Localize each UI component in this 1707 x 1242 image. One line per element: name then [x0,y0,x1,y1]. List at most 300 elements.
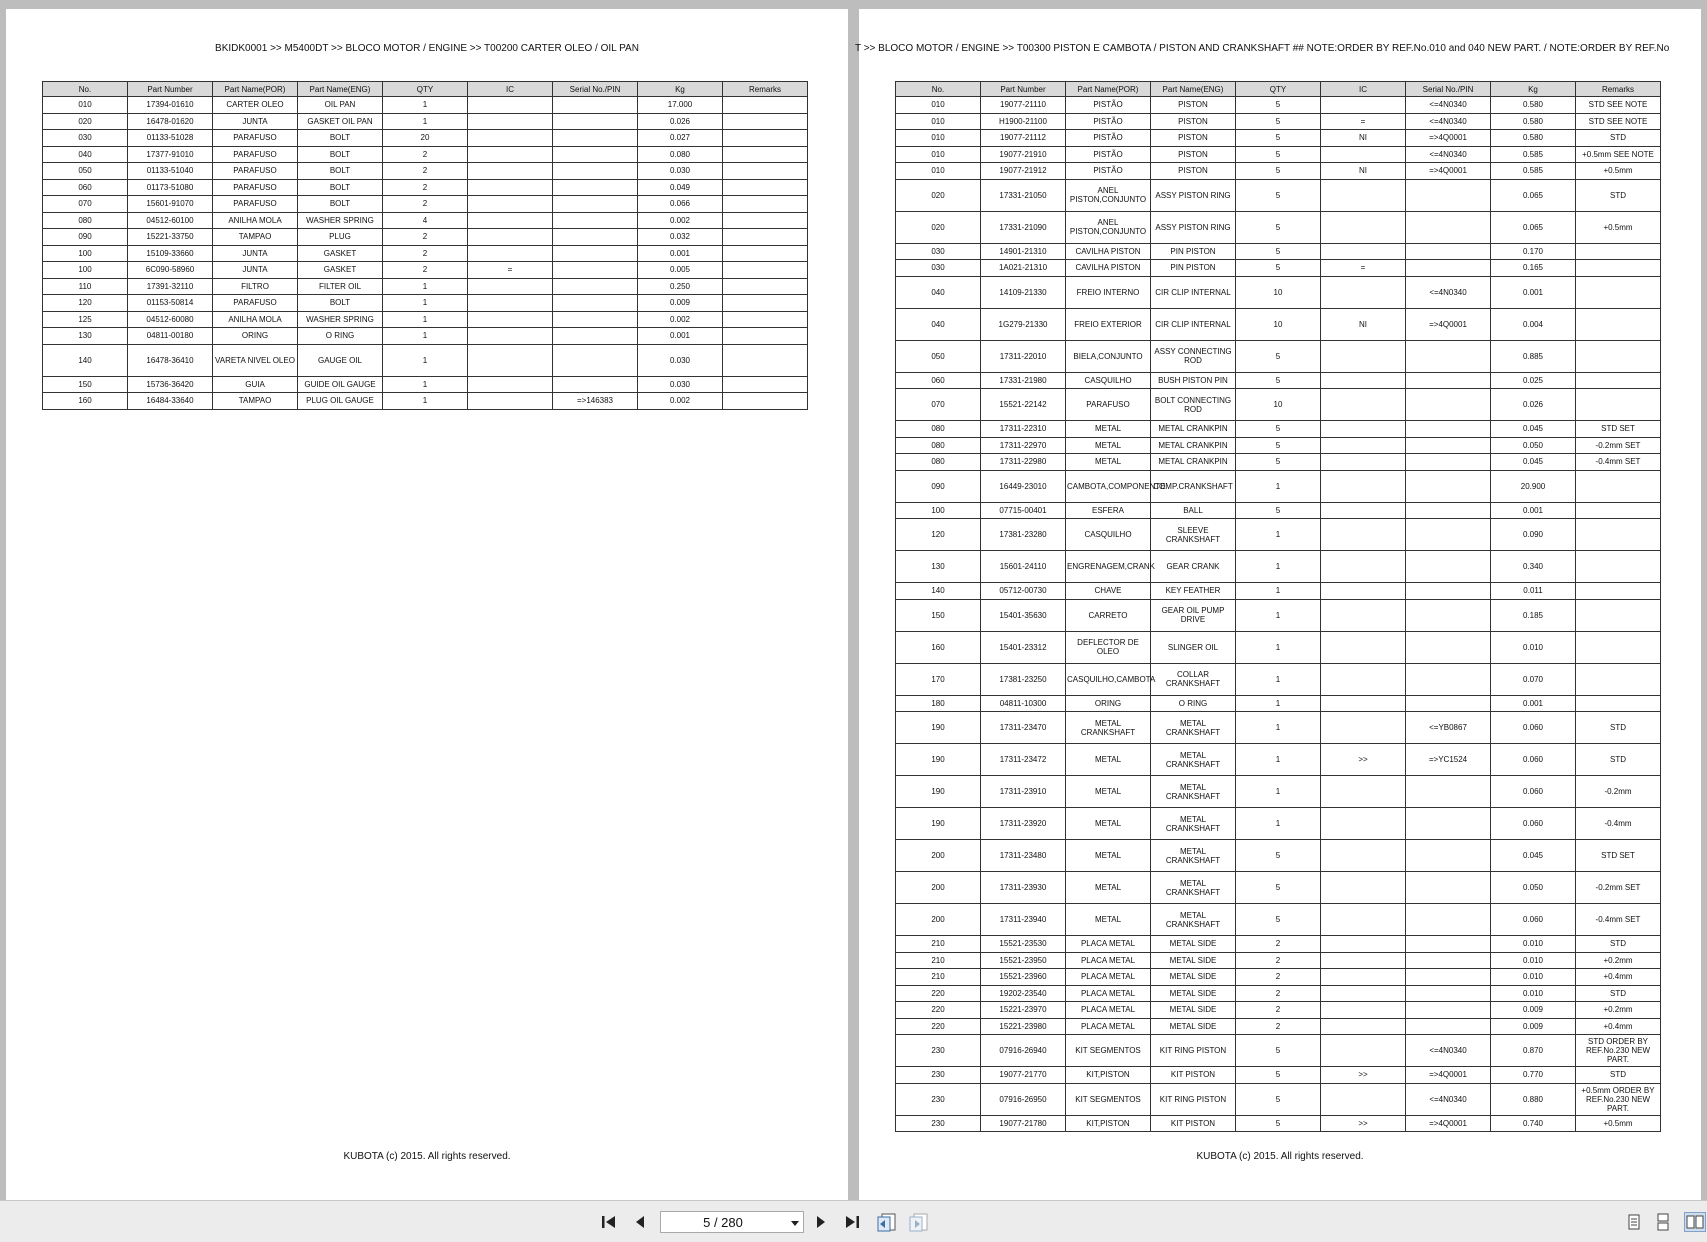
table-cell: PARAFUSO [213,179,298,196]
table-cell: 17394-01610 [128,97,213,114]
table-cell: TAMPAO [213,229,298,246]
table-cell: STD SET [1576,421,1661,438]
table-cell: 17331-21090 [981,211,1066,243]
table-cell: 5 [1236,113,1321,130]
table-cell: 0.066 [638,196,723,213]
table-cell: METAL SIDE [1151,952,1236,969]
table-cell: CASQUILHO [1066,519,1151,551]
table-cell: CHAVE [1066,583,1151,600]
column-header: IC [468,82,553,97]
table-row [896,695,1661,712]
table-cell: 180 [896,695,981,712]
table-cell: 1G279-21330 [981,308,1066,340]
table-cell: ASSY PISTON RING [1151,211,1236,243]
table-cell: 0.010 [1491,952,1576,969]
table-cell [553,376,638,393]
table-cell [1406,583,1491,600]
table-cell: 5 [1236,872,1321,904]
table-cell [1406,952,1491,969]
table-cell [1576,663,1661,695]
table-cell: BIELA,CONJUNTO [1066,340,1151,372]
table-cell: 0.880 [1491,1083,1576,1115]
table-cell: 0.250 [638,278,723,295]
table-row [896,502,1661,519]
table-cell [723,146,808,163]
table-cell: 1 [1236,663,1321,695]
table-cell [1321,211,1406,243]
table-row [896,437,1661,454]
table-row [896,631,1661,663]
table-cell: STD ORDER BY REF.No.230 NEW PART. [1576,1035,1661,1067]
table-cell: 17391-32110 [128,278,213,295]
table-cell [553,113,638,130]
chevron-down-icon[interactable] [790,1219,800,1227]
table-cell [1406,936,1491,953]
column-header: IC [1321,82,1406,97]
table-cell: 17377-91010 [128,146,213,163]
page-number-field[interactable] [660,1211,804,1233]
next-page-icon[interactable] [812,1213,830,1231]
table-cell: 1 [1236,712,1321,744]
table-cell: 2 [383,146,468,163]
first-page-icon[interactable] [600,1213,618,1231]
table-cell: >> [1321,1115,1406,1132]
table-cell: +0.5mm SEE NOTE [1576,146,1661,163]
table-cell: 0.060 [1491,808,1576,840]
table-cell: =>146383 [553,393,638,410]
table-cell: 14109-21330 [981,276,1066,308]
table-cell: 17311-23470 [981,712,1066,744]
table-cell: 050 [43,163,128,180]
table-cell: JUNTA [213,113,298,130]
table-cell: 0.060 [1491,904,1576,936]
table-cell [1321,340,1406,372]
table-cell: BOLT [298,130,383,147]
table-cell: 0.770 [1491,1067,1576,1084]
table-row [896,744,1661,776]
table-cell [1576,519,1661,551]
table-cell [1321,952,1406,969]
table-cell: PLACA METAL [1066,1018,1151,1035]
table-cell: 170 [896,663,981,695]
table-cell: <=4N0340 [1406,97,1491,114]
table-cell: O RING [1151,695,1236,712]
table-cell: CAVILHA PISTON [1066,260,1151,277]
table-cell: METAL CRANKPIN [1151,454,1236,471]
table-cell: 5 [1236,421,1321,438]
table-cell: 120 [43,295,128,312]
table-cell [553,344,638,376]
table-cell: 16478-36410 [128,344,213,376]
table-cell: 04811-10300 [981,695,1066,712]
table-cell: 230 [896,1035,981,1067]
table-cell [468,328,553,345]
table-cell: +0.2mm [1576,952,1661,969]
table-cell [1406,776,1491,808]
table-cell: 0.002 [638,311,723,328]
table-cell: 0.030 [638,376,723,393]
table-row [896,470,1661,502]
table-cell: STD [1576,936,1661,953]
table-cell: 01133-51040 [128,163,213,180]
table-cell: CARTER OLEO [213,97,298,114]
table-cell: JUNTA [213,262,298,279]
table-cell: 040 [896,276,981,308]
table-cell: 1 [1236,583,1321,600]
table-cell: METAL [1066,872,1151,904]
table-cell: 220 [896,985,981,1002]
table-cell: 1 [1236,776,1321,808]
table-cell: 020 [896,179,981,211]
history-forward-icon[interactable] [908,1213,930,1231]
table-cell [1406,695,1491,712]
table-cell: BOLT CONNECTING ROD [1151,389,1236,421]
table-cell: 0.060 [1491,776,1576,808]
table-cell: PLUG [298,229,383,246]
table-row [896,599,1661,631]
table-cell [723,393,808,410]
table-cell: FILTER OIL [298,278,383,295]
table-cell: 17331-21050 [981,179,1066,211]
page-number-input[interactable] [661,1212,785,1232]
table-row [896,1035,1661,1067]
table-row [43,229,808,246]
table-cell: KIT PISTON [1151,1067,1236,1084]
table-cell [1406,1002,1491,1019]
table-cell [1321,1002,1406,1019]
table-cell [1321,631,1406,663]
continuous-view-icon[interactable] [1654,1213,1672,1231]
facing-view-icon[interactable] [1684,1212,1706,1232]
column-header: No. [43,82,128,97]
table-cell [1321,179,1406,211]
table-cell: BOLT [298,196,383,213]
table-cell [723,311,808,328]
table-cell: 19077-21912 [981,163,1066,180]
table-cell: 050 [896,340,981,372]
table-cell [1321,872,1406,904]
table-cell [468,311,553,328]
table-row [896,1018,1661,1035]
table-cell [1321,97,1406,114]
table-cell: 030 [896,243,981,260]
last-page-icon[interactable] [843,1213,861,1231]
table-cell: NI [1321,130,1406,147]
table-cell: <=4N0340 [1406,113,1491,130]
table-cell: ASSY PISTON RING [1151,179,1236,211]
column-header: Part Name(POR) [213,82,298,97]
table-cell: 190 [896,808,981,840]
table-row [896,776,1661,808]
table-cell [553,229,638,246]
table-cell: 0.001 [638,328,723,345]
table-cell [468,163,553,180]
table-row [43,113,808,130]
table-cell [1321,146,1406,163]
table-cell: 100 [896,502,981,519]
table-cell: PISTON [1151,163,1236,180]
table-cell [1321,695,1406,712]
table-cell: 1 [383,393,468,410]
table-cell: 2 [1236,985,1321,1002]
table-cell: 070 [896,389,981,421]
table-row [896,1115,1661,1132]
table-cell: 1 [1236,695,1321,712]
table-cell: 19077-21110 [981,97,1066,114]
table-cell [553,295,638,312]
column-header: QTY [1236,82,1321,97]
table-cell: 0.340 [1491,551,1576,583]
table-cell [1406,243,1491,260]
column-header: No. [896,82,981,97]
table-cell: 080 [896,454,981,471]
single-page-view-icon[interactable] [1625,1213,1643,1231]
table-cell: METAL CRANKSHAFT [1151,776,1236,808]
table-cell: 15521-23530 [981,936,1066,953]
table-cell: O RING [298,328,383,345]
table-cell: 1 [1236,551,1321,583]
table-cell [723,163,808,180]
table-cell: PLACA METAL [1066,952,1151,969]
table-cell: 0.009 [1491,1002,1576,1019]
page-header: BKIDK0001 >> M5400DT >> BLOCO MOTOR / ENGINE >> T00200 CARTER OLEO / OIL PAN [215,43,639,54]
table-cell: 15521-22142 [981,389,1066,421]
table-cell: 20 [383,130,468,147]
table-cell [1406,389,1491,421]
table-cell: 19077-21910 [981,146,1066,163]
table-cell [1576,260,1661,277]
table-cell: 17381-23280 [981,519,1066,551]
table-cell: 0.045 [1491,454,1576,471]
table-cell: 040 [43,146,128,163]
table-cell [468,212,553,229]
table-cell [468,393,553,410]
table-cell [1321,519,1406,551]
table-cell: 020 [896,211,981,243]
table-cell [1321,663,1406,695]
table-cell: FREIO INTERNO [1066,276,1151,308]
table-cell [553,196,638,213]
table-cell [1406,551,1491,583]
table-cell: PARAFUSO [213,130,298,147]
table-cell: 0.032 [638,229,723,246]
table-cell: 200 [896,872,981,904]
table-cell: PARAFUSO [213,146,298,163]
table-cell: 16449-23010 [981,470,1066,502]
table-row [896,904,1661,936]
table-cell: 01133-51028 [128,130,213,147]
table-cell [1321,969,1406,986]
table-cell: 07916-26950 [981,1083,1066,1115]
table-cell: METAL CRANKSHAFT [1151,904,1236,936]
table-cell: 19202-23540 [981,985,1066,1002]
table-cell: 1 [1236,808,1321,840]
table-cell: 5 [1236,437,1321,454]
table-cell: 1 [383,328,468,345]
table-cell: ANEL PISTON,CONJUNTO [1066,211,1151,243]
table-cell [1321,1083,1406,1115]
table-cell: 5 [1236,260,1321,277]
table-cell: 110 [43,278,128,295]
table-cell: 17311-22310 [981,421,1066,438]
table-cell: OIL PAN [298,97,383,114]
table-cell: = [1321,260,1406,277]
table-cell [1406,260,1491,277]
table-cell: 17311-22010 [981,340,1066,372]
table-cell: 1 [383,97,468,114]
table-cell [553,146,638,163]
table-cell: BOLT [298,146,383,163]
table-row [896,583,1661,600]
table-cell: 140 [43,344,128,376]
table-cell: 5 [1236,163,1321,180]
table-cell [468,278,553,295]
table-cell: 14901-21310 [981,243,1066,260]
table-cell: 0.580 [1491,97,1576,114]
table-cell: PISTÃO [1066,113,1151,130]
table-cell [1406,840,1491,872]
table-cell [468,376,553,393]
table-cell: 15601-24110 [981,551,1066,583]
table-cell: 19077-21780 [981,1115,1066,1132]
table-row [43,278,808,295]
table-cell: PISTÃO [1066,146,1151,163]
table-cell: PARAFUSO [1066,389,1151,421]
table-cell: 125 [43,311,128,328]
table-cell: ORING [1066,695,1151,712]
table-cell: =>4Q0001 [1406,308,1491,340]
table-cell: 19077-21770 [981,1067,1066,1084]
table-cell: 16478-01620 [128,113,213,130]
table-cell: +0.4mm [1576,1018,1661,1035]
table-cell: 160 [896,631,981,663]
table-row [43,376,808,393]
table-cell: 20.900 [1491,470,1576,502]
table-cell: PISTON [1151,146,1236,163]
table-row [896,712,1661,744]
prev-page-icon[interactable] [631,1213,649,1231]
table-cell: 5 [1236,904,1321,936]
page-footer: KUBOTA (c) 2015. All rights reserved. [1196,1151,1364,1162]
table-cell [1321,470,1406,502]
table-row [896,663,1661,695]
table-cell: <=4N0340 [1406,1083,1491,1115]
table-cell: 2 [383,179,468,196]
table-cell: 10 [1236,389,1321,421]
table-cell: 040 [896,308,981,340]
table-row [43,245,808,262]
table-row [43,311,808,328]
table-cell: <=4N0340 [1406,276,1491,308]
page-header-text: T >> BLOCO MOTOR / ENGINE >> T00300 PISTON E CAMBOTA / PISTON AND CRANKSHAFT ## NOTE:ORDER BY REF.No.010 and 040 NEW PART. / NOTE:ORDER BY REF.No [855,43,1670,54]
table-cell [1406,502,1491,519]
table-cell [1406,454,1491,471]
table-cell [1406,421,1491,438]
table-cell: 2 [383,229,468,246]
table-cell: 5 [1236,454,1321,471]
table-cell [1576,308,1661,340]
table-cell: 0.065 [1491,179,1576,211]
table-cell [1576,470,1661,502]
table-cell: 17311-22980 [981,454,1066,471]
table-cell: KIT,PISTON [1066,1067,1151,1084]
history-back-icon[interactable] [876,1213,898,1231]
table-cell: 0.870 [1491,1035,1576,1067]
table-cell: METAL CRANKPIN [1151,437,1236,454]
table-cell [723,262,808,279]
table-cell: =>4Q0001 [1406,1115,1491,1132]
table-row [896,389,1661,421]
table-cell [468,245,553,262]
table-cell: 15521-23950 [981,952,1066,969]
table-row [43,262,808,279]
table-cell: 100 [43,262,128,279]
table-cell: PLUG OIL GAUGE [298,393,383,410]
table-cell [1321,904,1406,936]
table-cell [1576,551,1661,583]
table-cell: 0.580 [1491,130,1576,147]
table-cell: GUIDE OIL GAUGE [298,376,383,393]
table-cell: 200 [896,904,981,936]
table-row [896,421,1661,438]
table-cell: 220 [896,1018,981,1035]
table-cell: STD [1576,985,1661,1002]
table-cell [1406,211,1491,243]
table-cell: SLINGER OIL [1151,631,1236,663]
table-cell: <=YB0867 [1406,712,1491,744]
table-cell: METAL SIDE [1151,969,1236,986]
table-cell: JUNTA [213,245,298,262]
table-cell: NI [1321,308,1406,340]
table-cell: -0.4mm [1576,808,1661,840]
table-cell: METAL SIDE [1151,1018,1236,1035]
table-cell [1406,372,1491,389]
table-cell: METAL CRANKSHAFT [1151,744,1236,776]
table-cell: 010 [896,146,981,163]
table-cell: METAL CRANKSHAFT [1151,808,1236,840]
table-cell: 0.585 [1491,163,1576,180]
column-header: Kg [638,82,723,97]
table-cell: ANILHA MOLA [213,212,298,229]
table-cell [1406,631,1491,663]
table-cell: 080 [43,212,128,229]
table-cell: STD SEE NOTE [1576,97,1661,114]
table-cell: STD SEE NOTE [1576,113,1661,130]
table-cell: 0.002 [638,393,723,410]
table-cell [468,146,553,163]
table-cell: 4 [383,212,468,229]
table-cell: 5 [1236,211,1321,243]
table-cell: 0.030 [638,163,723,180]
table-cell: H1900-21100 [981,113,1066,130]
table-cell: METAL CRANKPIN [1151,421,1236,438]
table-row [896,260,1661,277]
table-cell: METAL [1066,421,1151,438]
table-row [896,308,1661,340]
table-cell: PISTON [1151,113,1236,130]
table-cell: ANILHA MOLA [213,311,298,328]
table-cell: 15401-23312 [981,631,1066,663]
table-cell: 0.049 [638,179,723,196]
table-cell: 2 [1236,936,1321,953]
table-cell [1576,372,1661,389]
table-cell: 0.885 [1491,340,1576,372]
table-cell [723,229,808,246]
table-row [896,1002,1661,1019]
table-row [43,196,808,213]
table-cell [1321,1018,1406,1035]
table-cell: 030 [896,260,981,277]
